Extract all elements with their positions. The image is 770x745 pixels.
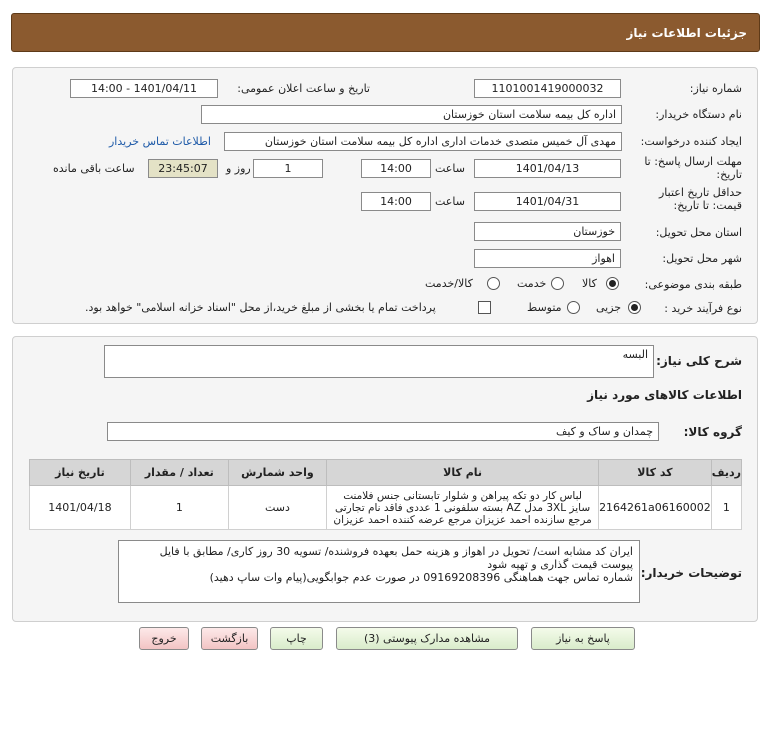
col-code: کد کالا xyxy=(599,460,712,486)
row-index: 1 xyxy=(711,486,741,530)
province-field: خوزستان xyxy=(474,222,621,241)
buyer-notes-field xyxy=(118,540,640,603)
goods-info-title: اطلاعات کالاهای مورد نیاز xyxy=(587,388,742,402)
buyer-contact-link[interactable]: اطلاعات تماس خریدار xyxy=(109,135,211,148)
remaining-time-field: 23:45:07 xyxy=(148,159,218,178)
process-label: نوع فرآیند خرید : xyxy=(664,302,742,315)
attachments-button[interactable]: مشاهده مدارک پیوستی (3) xyxy=(336,627,518,650)
creator-field: مهدی آل خمیس متصدی خدمات اداری اداره کل بیمه سلامت استان خوزستان xyxy=(224,132,622,151)
announce-label: تاریخ و ساعت اعلان عمومی: xyxy=(237,82,370,95)
city-label: شهر محل تحویل: xyxy=(662,252,742,265)
province-label: استان محل تحویل: xyxy=(655,226,742,239)
row-unit: دست xyxy=(228,486,326,530)
table-row xyxy=(30,486,742,530)
validity-date-field: 1401/04/31 xyxy=(474,192,621,211)
category-goods-label: کالا xyxy=(582,277,597,290)
need-number-label: شماره نیاز: xyxy=(689,82,742,95)
row-name: لباس کار دو تکه پیراهن و شلوار تابستانی جنس فلامنت سایز 3XL مدل AZ بسته سلفونی 1 عددی فاقد نام تجارتی مرجع سازنده احمد عزیزان مرجع عرضه کننده احمد عزیزان xyxy=(327,486,599,530)
category-service-radio[interactable] xyxy=(551,277,564,290)
validity-time-label: ساعت xyxy=(435,195,465,208)
buyer-notes-text: ایران کد مشابه است/ تحویل در اهواز و هزینه حمل بعهده فروشنده/ تسویه 30 روز کاری/ مطابق با فایل پیوست قیمت گذاری و تهیه شود شماره تماس جهت هماهنگی 09169208396 در صورت عدم جوابگویی(پیام وات ساپ دهید) xyxy=(159,545,633,584)
buyer-org-field: اداره کل بیمه سلامت استان خوزستان xyxy=(201,105,622,124)
description-field: البسه xyxy=(104,345,654,378)
page-title: جزئیات اطلاعات نیاز xyxy=(626,26,747,40)
remaining-days-field: 1 xyxy=(253,159,323,178)
col-name: نام کالا xyxy=(327,460,599,486)
validity-label: حداقل تاریخ اعتبار xyxy=(658,186,742,199)
remaining-label: ساعت باقی مانده xyxy=(53,162,135,175)
deadline-time-label: ساعت xyxy=(435,162,465,175)
goods-group-field: چمدان و ساک و کیف xyxy=(107,422,659,441)
validity-label-2: قیمت: تا تاریخ: xyxy=(673,199,742,212)
goods-table xyxy=(29,459,742,530)
deadline-date-field: 1401/04/13 xyxy=(474,159,621,178)
process-minor-radio[interactable] xyxy=(628,301,641,314)
category-goods-service-radio[interactable] xyxy=(487,277,500,290)
row-date: 1401/04/18 xyxy=(30,486,131,530)
buyer-notes-label: توضیحات خریدار: xyxy=(640,566,742,580)
goods-table-header xyxy=(30,460,742,486)
col-qty: تعداد / مقدار xyxy=(130,460,228,486)
page-title-bar xyxy=(11,13,760,52)
treasury-payment-label: پرداخت تمام یا بخشی از مبلغ خرید،از محل "اسناد خزانه اسلامی" خواهد بود. xyxy=(85,301,436,314)
description-label: شرح کلی نیاز: xyxy=(656,354,742,368)
col-date: تاریخ نیاز xyxy=(30,460,131,486)
process-minor-label: جزیی xyxy=(596,301,622,314)
category-label: طبقه بندی موضوعی: xyxy=(644,278,742,291)
process-medium-radio[interactable] xyxy=(567,301,580,314)
city-field: اهواز xyxy=(474,249,621,268)
deadline-label: مهلت ارسال پاسخ: تا xyxy=(644,155,742,168)
buyer-org-label: نام دستگاه خریدار: xyxy=(655,108,742,121)
deadline-time-field: 14:00 xyxy=(361,159,431,178)
back-button[interactable]: بازگشت xyxy=(201,627,258,650)
treasury-payment-checkbox[interactable] xyxy=(478,301,491,314)
category-goods-service-label: کالا/خدمت xyxy=(425,277,473,290)
announce-field: 1401/04/11 - 14:00 xyxy=(70,79,218,98)
col-index: ردیف xyxy=(711,460,741,486)
validity-time-field: 14:00 xyxy=(361,192,431,211)
col-unit: واحد شمارش xyxy=(228,460,326,486)
goods-group-label: گروه کالا: xyxy=(683,425,742,439)
creator-label: ایجاد کننده درخواست: xyxy=(640,135,742,148)
days-label: روز و xyxy=(226,162,251,175)
need-number-field: 1101001419000032 xyxy=(474,79,621,98)
reply-button[interactable]: پاسخ به نیاز xyxy=(531,627,635,650)
process-medium-label: متوسط xyxy=(527,301,562,314)
category-goods-radio[interactable] xyxy=(606,277,619,290)
exit-button[interactable]: خروج xyxy=(139,627,189,650)
row-qty: 1 xyxy=(130,486,228,530)
category-service-label: خدمت xyxy=(517,277,547,290)
row-code: 2164261a06160002 xyxy=(599,486,712,530)
deadline-label-2: تاریخ: xyxy=(716,168,742,181)
print-button[interactable]: چاپ xyxy=(270,627,323,650)
